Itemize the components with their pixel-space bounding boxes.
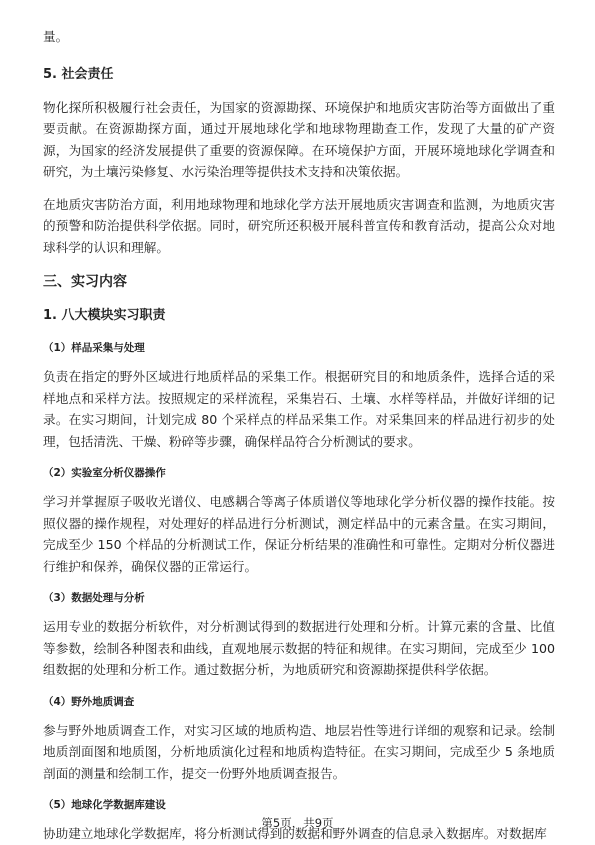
module-2-body: 学习并掌握原子吸收光谱仪、电感耦合等离子体质谱仪等地球化学分析仪器的操作技能。按照仪器的操作规程，对处理好的样品进行分析测试，测定样品中的元素含量。在实习期间，完成至少 150 个样品的分析测试工作，保证分析结果的准确性和可靠性。定期对分析仪器进行维护和保养，确保仪器的正常运行。	[43, 494, 555, 574]
module-1-title: （1）样品采集与处理	[43, 342, 145, 354]
module-3-body: 运用专业的数据分析软件，对分析测试得到的数据进行处理和分析。计算元素的含量、比值等参数，绘制各种图表和曲线，直观地展示数据的特征和规律。在实习期间，完成至少 100 组数据的处理和分析工作。通过数据分析，为地质研究和资源勘探提供科学依据。	[43, 619, 555, 677]
section-3-heading: 三、实习内容	[43, 274, 127, 290]
module-2-title: （2）实验室分析仪器操作	[43, 467, 166, 479]
module-4-body: 参与野外地质调查工作，对实习区域的地质构造、地层岩性等进行详细的观察和记录。绘制地质剖面图和地质图，分析地质演化过程和地质构造特征。在实习期间，完成至少 5 条地质剖面的测量和绘制工作，提交一份野外地质调查报告。	[43, 722, 555, 781]
module-1-body: 负责在指定的野外区域进行地质样品的采集工作。根据研究目的和地质条件，选择合适的采样地点和采样方法。按照规定的采样流程，采集岩石、土壤、水样等样品，并做好详细的记录。在实习期间，计划完成 80 个采样点的样品采集工作。对采集回来的样品进行初步的处理，包括清洗、干燥、粉碎等步骤，确保样品符合分析测试的要求。	[43, 369, 555, 449]
social-paragraph-1: 物化探所积极履行社会责任，为国家的资源勘探、环境保护和地质灾害防治等方面做出了重要贡献。在资源勘探方面，通过开展地球化学和地球物理勘查工作，发现了大量的矿产资源，为国家的经济发展提供了重要的资源保障。在环境保护方面，开展环境地球化学调查和研究，为土壤污染修复、水污染治理等提供技术支持和决策依据。	[43, 99, 555, 179]
social-paragraph-2: 在地质灾害防治方面，利用地球物理和地球化学方法开展地质灾害调查和监测，为地质灾害的预警和防治提供科学依据。同时，研究所还积极开展科普宣传和教育活动，提高公众对地球科学的认识和理解。	[43, 196, 555, 255]
social-responsibility-heading: 5. 社会责任	[43, 66, 114, 82]
module-5-body: 协助建立地球化学数据库，将分析测试得到的数据和野外调查的信息录入数据库。对数据库	[43, 826, 547, 841]
module-4-title: （4）野外地质调查	[43, 695, 135, 708]
document-page	[43, 26, 555, 845]
page-number-footer: 第5页，共9页	[261, 816, 334, 830]
module-3-title: （3）数据处理与分析	[43, 592, 145, 604]
subsection-1-heading: 1. 八大模块实习职责	[43, 308, 166, 323]
top-fragment: 量。	[43, 29, 69, 44]
module-5-title: （5）地球化学数据库建设	[43, 799, 166, 811]
